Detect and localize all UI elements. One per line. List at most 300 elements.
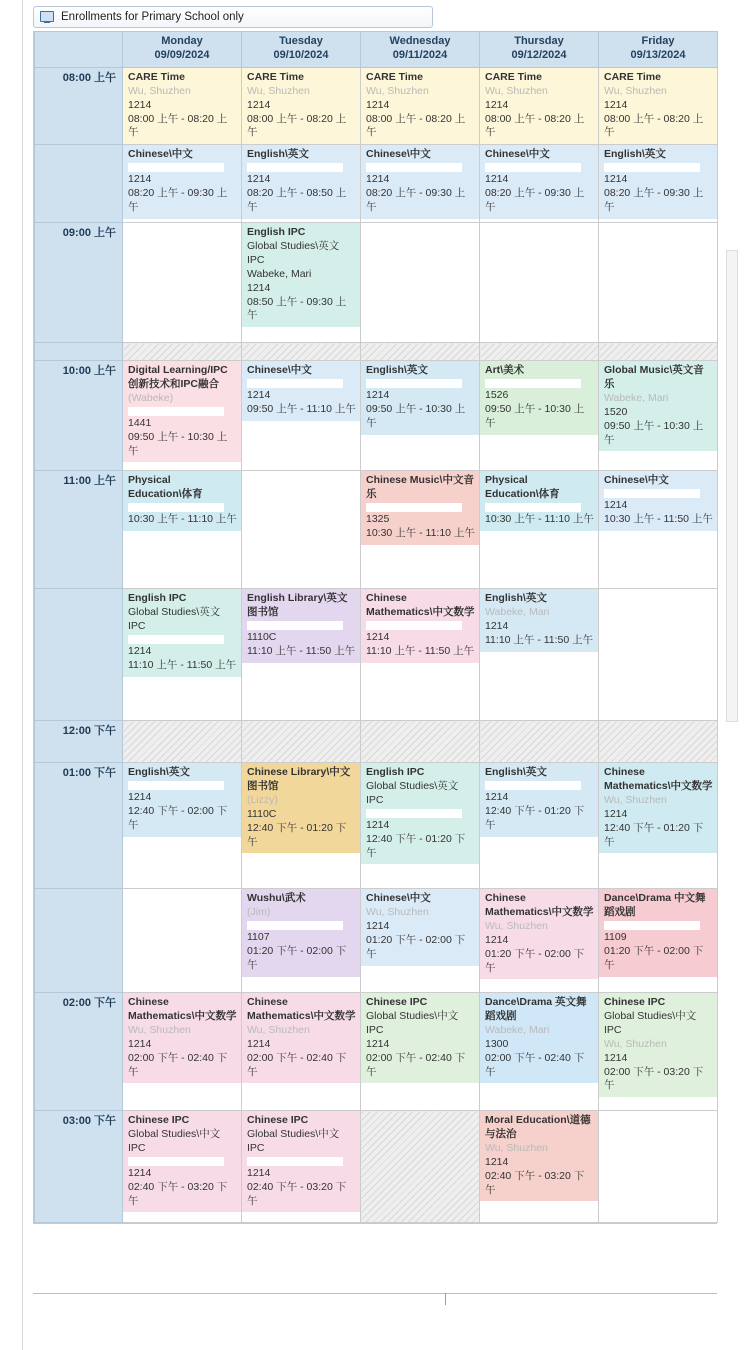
- event-time-range: 12:40 下午 - 01:20 下午: [366, 832, 466, 859]
- event-title: Physical Education\体育: [128, 474, 203, 501]
- calendar-event[interactable]: [361, 589, 479, 662]
- event-time-range: 08:00 上午 - 08:20 上午: [604, 112, 704, 139]
- event-time-range: 08:50 上午 - 09:30 上午: [247, 295, 347, 322]
- event-time-range: 08:00 上午 - 08:20 上午: [128, 112, 228, 139]
- event-redacted-teacher: [247, 1157, 343, 1166]
- calendar-event[interactable]: [123, 993, 241, 1083]
- calendar-event[interactable]: [480, 145, 598, 218]
- event-room: 1526: [485, 389, 509, 402]
- calendar-slot-empty: [599, 1111, 718, 1223]
- time-label: 11:00 上午: [35, 471, 123, 589]
- calendar-event-cell[interactable]: [242, 223, 361, 343]
- day-header-date: 09/09/2024: [154, 49, 210, 61]
- event-time-range: 12:40 下午 - 01:20 下午: [247, 821, 347, 848]
- event-teacher-faded: Wu, Shuzhen: [604, 1037, 667, 1050]
- event-time-range: 10:30 上午 - 11:50 上午: [604, 513, 713, 526]
- event-teacher-faded: Wu, Shuzhen: [247, 1024, 310, 1037]
- weekly-calendar: [33, 31, 717, 1224]
- event-room: 1110C: [247, 807, 277, 820]
- calendar-slot-empty: [123, 223, 242, 343]
- event-time-range: 09:50 上午 - 10:30 上午: [604, 419, 704, 446]
- day-header-monday: [123, 32, 242, 68]
- event-title: Chinese IPC: [604, 996, 666, 1009]
- event-redacted-teacher: [366, 379, 462, 388]
- calendar-event[interactable]: [123, 589, 241, 676]
- event-title: CARE Time: [604, 71, 661, 83]
- calendar-event-cell[interactable]: [480, 993, 599, 1111]
- event-redacted-teacher: [247, 921, 343, 930]
- event-room: 1214: [366, 389, 390, 402]
- event-room: 1214: [366, 631, 390, 644]
- event-time-range: 09:50 上午 - 11:10 上午: [247, 403, 356, 416]
- event-redacted-teacher: [247, 163, 343, 172]
- calendar-event[interactable]: [599, 993, 717, 1097]
- time-label: 08:00 上午: [35, 68, 123, 145]
- calendar-event[interactable]: [242, 68, 360, 144]
- calendar-row: [35, 343, 718, 361]
- calendar-event-cell[interactable]: [599, 763, 718, 889]
- calendar-row: [35, 361, 718, 471]
- event-title: English\英文: [485, 592, 547, 605]
- calendar-event[interactable]: [361, 471, 479, 544]
- event-redacted-teacher: [604, 921, 700, 930]
- calendar-event[interactable]: [480, 763, 598, 836]
- event-title: Chinese Mathematics\中文数学: [247, 996, 356, 1023]
- event-time-range: 08:00 上午 - 08:20 上午: [485, 112, 585, 139]
- event-teacher-faded: Wu, Shuzhen: [604, 84, 667, 97]
- event-subtitle: Global Studies\中文 IPC: [366, 1010, 459, 1037]
- event-title: Dance\Drama 英文舞蹈戏剧: [485, 996, 587, 1023]
- calendar-event[interactable]: [242, 145, 360, 218]
- calendar-row: [35, 471, 718, 589]
- event-title: CARE Time: [247, 71, 304, 83]
- calendar-event-cell[interactable]: [361, 68, 480, 145]
- event-time-range: 02:40 下午 - 03:20 下午: [247, 1180, 347, 1207]
- event-room: 1214: [604, 499, 628, 512]
- event-time-range: 01:20 下午 - 02:00 下午: [604, 944, 704, 971]
- calendar-slot-empty: [123, 889, 242, 993]
- event-teacher-faded: Wu, Shuzhen: [128, 84, 191, 97]
- calendar-slot-blocked: [480, 343, 599, 361]
- calendar-event[interactable]: [361, 993, 479, 1083]
- calendar-event[interactable]: [242, 223, 360, 327]
- event-title: Chinese Mathematics\中文数学: [485, 892, 594, 919]
- event-redacted-teacher: [485, 163, 581, 172]
- event-room: 1214: [485, 173, 509, 186]
- calendar-event-cell[interactable]: [361, 145, 480, 223]
- calendar-event[interactable]: [242, 361, 360, 421]
- event-teacher-faded: Wu, Shuzhen: [247, 84, 310, 97]
- calendar-event-cell[interactable]: [480, 145, 599, 223]
- calendar-grid: [34, 31, 718, 1223]
- event-title: Chinese\中文: [366, 892, 431, 905]
- calendar-event[interactable]: [242, 1111, 360, 1212]
- event-title: English\英文: [247, 148, 309, 161]
- event-time-range: 08:20 上午 - 09:30 上午: [485, 187, 585, 213]
- event-redacted-teacher: [485, 781, 581, 790]
- calendar-event[interactable]: [599, 889, 717, 976]
- calendar-header-row: [35, 32, 718, 68]
- event-room: 1107: [247, 931, 270, 944]
- day-header-date: 09/13/2024: [630, 49, 686, 61]
- calendar-event[interactable]: [361, 889, 479, 965]
- event-redacted-teacher: [366, 503, 462, 512]
- calendar-event-cell[interactable]: [242, 361, 361, 471]
- calendar-event[interactable]: [480, 471, 598, 531]
- event-time-range: 02:00 下午 - 02:40 下午: [485, 1051, 585, 1078]
- event-teacher-faded: Wu, Shuzhen: [128, 1024, 191, 1037]
- event-title: Chinese\中文: [247, 364, 312, 377]
- event-time-range: 10:30 上午 - 11:10 上午: [485, 513, 594, 526]
- time-label: 02:00 下午: [35, 993, 123, 1111]
- event-time-range: 10:30 上午 - 11:10 上午: [366, 526, 475, 539]
- event-room: 1214: [604, 807, 628, 820]
- event-title: Chinese\中文: [128, 148, 193, 161]
- time-label-blank: [35, 145, 123, 223]
- calendar-row: [35, 589, 718, 721]
- event-room: 1214: [485, 1155, 509, 1168]
- monitor-icon: [40, 11, 54, 23]
- day-header-date: 09/12/2024: [511, 49, 567, 61]
- calendar-event[interactable]: [123, 763, 241, 836]
- event-title: Chinese\中文: [485, 148, 550, 161]
- calendar-event-cell[interactable]: [480, 68, 599, 145]
- calendar-slot-blocked: [599, 721, 718, 763]
- event-redacted-teacher: [128, 407, 224, 416]
- event-time-range: 08:20 上午 - 09:30 上午: [366, 187, 466, 213]
- event-title: English\英文: [604, 148, 666, 161]
- calendar-event-cell[interactable]: [361, 361, 480, 471]
- calendar-event-cell[interactable]: [123, 145, 242, 223]
- event-room: 1300: [485, 1037, 509, 1050]
- event-teacher-faded: Wabeke, Mari: [485, 1024, 550, 1037]
- calendar-event-cell[interactable]: [242, 889, 361, 993]
- event-room: 1214: [366, 818, 390, 831]
- event-teacher-faded: (Wabeke): [128, 392, 174, 405]
- calendar-slot-empty: [480, 223, 599, 343]
- calendar-event-cell[interactable]: [361, 993, 480, 1111]
- event-room: 1214: [247, 1166, 271, 1179]
- calendar-event[interactable]: [123, 68, 241, 144]
- calendar-event-cell[interactable]: [599, 889, 718, 993]
- event-title: CARE Time: [366, 71, 423, 83]
- event-teacher-faded: Wu, Shuzhen: [366, 84, 429, 97]
- calendar-event-cell[interactable]: [361, 471, 480, 589]
- event-time-range: 02:00 下午 - 02:40 下午: [366, 1051, 466, 1078]
- calendar-event[interactable]: [599, 361, 717, 451]
- calendar-event-cell[interactable]: [599, 68, 718, 145]
- event-time-range: 08:20 上午 - 08:50 上午: [247, 187, 347, 213]
- calendar-slot-blocked: [123, 721, 242, 763]
- event-time-range: 11:10 上午 - 11:50 上午: [485, 633, 594, 646]
- event-time-range: 02:40 下午 - 03:20 下午: [485, 1169, 585, 1196]
- event-title: English IPC: [128, 592, 187, 605]
- calendar-slot-blocked: [123, 343, 242, 361]
- event-time-range: 11:10 上午 - 11:50 上午: [128, 658, 237, 671]
- event-teacher-faded: Wabeke, Mari: [485, 606, 550, 619]
- event-time-range: 01:20 下午 - 02:00 下午: [366, 933, 466, 960]
- calendar-slot-blocked: [242, 721, 361, 763]
- event-title: Chinese Mathematics\中文数学: [128, 996, 237, 1023]
- calendar-event[interactable]: [361, 145, 479, 218]
- event-room: 1214: [604, 1051, 628, 1064]
- day-header-day: Thursday: [514, 35, 564, 48]
- event-title: Moral Education\道德与法治: [485, 1114, 591, 1141]
- event-time-range: 01:20 下午 - 02:00 下午: [247, 944, 347, 971]
- event-subtitle: Global Studies\英文 IPC: [128, 606, 221, 633]
- event-room: 1214: [604, 98, 628, 111]
- event-title: CARE Time: [485, 71, 542, 83]
- day-header-day: Tuesday: [279, 35, 323, 48]
- calendar-row: [35, 763, 718, 889]
- calendar-event-cell[interactable]: [599, 361, 718, 471]
- calendar-row: [35, 1111, 718, 1223]
- calendar-event-cell[interactable]: [123, 763, 242, 889]
- day-header-friday: [599, 32, 718, 68]
- event-time-range: 02:00 下午 - 03:20 下午: [604, 1065, 704, 1092]
- calendar-event-cell[interactable]: [599, 993, 718, 1111]
- calendar-event[interactable]: [242, 763, 360, 853]
- time-label: 12:00 下午: [35, 721, 123, 763]
- event-room: 1214: [485, 620, 509, 633]
- event-room: 1214: [128, 644, 152, 657]
- left-rule: [22, 0, 23, 1350]
- event-time-range: 12:40 下午 - 01:20 下午: [604, 821, 704, 848]
- calendar-row: [35, 889, 718, 993]
- event-subtitle: Global Studies\中文 IPC: [247, 1128, 340, 1155]
- event-redacted-teacher: [128, 503, 224, 512]
- calendar-event[interactable]: [242, 993, 360, 1083]
- event-teacher-faded: Wu, Shuzhen: [485, 1142, 548, 1155]
- time-label-blank: [35, 343, 123, 361]
- day-header-day: Friday: [641, 35, 675, 48]
- calendar-event[interactable]: [123, 145, 241, 218]
- calendar-event-cell[interactable]: [123, 589, 242, 721]
- event-time-range: 08:20 上午 - 09:30 上午: [604, 187, 704, 213]
- enrollment-filter-bar[interactable]: [33, 6, 433, 28]
- day-header-day: Monday: [161, 35, 203, 48]
- event-title: Physical Education\体育: [485, 474, 560, 501]
- day-header-tuesday: [242, 32, 361, 68]
- event-title: Chinese\中文: [366, 148, 431, 161]
- calendar-event-cell[interactable]: [480, 361, 599, 471]
- event-teacher-faded: Wu, Shuzhen: [366, 906, 429, 919]
- event-room: 1214: [128, 1037, 152, 1050]
- event-room: 1214: [247, 389, 271, 402]
- event-time-range: 02:00 下午 - 02:40 下午: [247, 1051, 347, 1078]
- event-subtitle: Global Studies\中文 IPC: [128, 1128, 221, 1155]
- event-teacher-faded: Wu, Shuzhen: [485, 920, 548, 933]
- calendar-event-cell[interactable]: [123, 1111, 242, 1223]
- calendar-row: [35, 993, 718, 1111]
- event-teacher-faded: (Jim): [247, 906, 271, 919]
- event-title: English IPC: [247, 226, 306, 239]
- event-title: CARE Time: [128, 71, 185, 83]
- calendar-event[interactable]: [361, 361, 479, 434]
- event-room: 1110C: [247, 631, 277, 644]
- calendar-event[interactable]: [480, 361, 598, 434]
- event-room: 1214: [128, 173, 152, 186]
- event-room: 1214: [485, 933, 509, 946]
- day-header-date: 09/11/2024: [392, 49, 448, 61]
- event-time-range: 10:30 上午 - 11:10 上午: [128, 513, 237, 526]
- calendar-row: [35, 68, 718, 145]
- event-time-range: 09:50 上午 - 10:30 上午: [128, 430, 228, 457]
- event-time-range: 02:00 下午 - 02:40 下午: [128, 1051, 228, 1078]
- calendar-event-cell[interactable]: [123, 471, 242, 589]
- event-room: 1441: [128, 416, 152, 429]
- event-room: 1214: [366, 920, 390, 933]
- event-time-range: 01:20 下午 - 02:00 下午: [485, 947, 585, 974]
- event-redacted-teacher: [366, 163, 462, 172]
- event-title: Chinese Mathematics\中文数学: [604, 766, 713, 793]
- calendar-event[interactable]: [480, 889, 598, 979]
- calendar-slot-empty: [599, 589, 718, 721]
- time-label: 03:00 下午: [35, 1111, 123, 1223]
- day-header-day: Wednesday: [389, 35, 451, 48]
- event-time-range: 11:10 上午 - 11:50 上午: [247, 644, 356, 657]
- calendar-event-cell[interactable]: [242, 145, 361, 223]
- event-room: 1214: [366, 1037, 390, 1050]
- event-subtitle: Global Studies\英文 IPC: [247, 240, 340, 267]
- calendar-event-cell[interactable]: [599, 471, 718, 589]
- calendar-slot-blocked: [242, 343, 361, 361]
- time-label-blank: [35, 889, 123, 993]
- event-redacted-teacher: [247, 379, 343, 388]
- calendar-event-cell[interactable]: [123, 361, 242, 471]
- event-room: 1214: [604, 173, 628, 186]
- event-subtitle: Global Studies\中文 IPC: [604, 1010, 697, 1037]
- event-redacted-teacher: [128, 781, 224, 790]
- event-room: 1325: [366, 513, 390, 526]
- calendar-slot-blocked: [599, 343, 718, 361]
- event-redacted-teacher: [128, 1157, 224, 1166]
- calendar-event-cell[interactable]: [480, 763, 599, 889]
- calendar-event-cell[interactable]: [242, 1111, 361, 1223]
- event-room: 1214: [247, 98, 271, 111]
- calendar-event[interactable]: [361, 68, 479, 144]
- calendar-event-cell[interactable]: [480, 589, 599, 721]
- calendar-event[interactable]: [480, 68, 598, 144]
- event-room: 1214: [128, 1166, 152, 1179]
- calendar-event-cell[interactable]: [242, 993, 361, 1111]
- calendar-event[interactable]: [361, 763, 479, 864]
- event-time-range: 11:10 上午 - 11:50 上午: [366, 644, 475, 657]
- calendar-event[interactable]: [480, 589, 598, 651]
- event-redacted-teacher: [485, 379, 581, 388]
- time-label: 10:00 上午: [35, 361, 123, 471]
- calendar-slot-blocked: [361, 1111, 480, 1223]
- calendar-slot-blocked: [361, 343, 480, 361]
- event-title: English IPC: [366, 766, 425, 779]
- event-room: 1214: [128, 98, 152, 111]
- event-title: English\英文: [485, 766, 547, 779]
- calendar-event[interactable]: [480, 993, 598, 1083]
- enrollment-filter-label: Enrollments for Primary School only: [61, 11, 244, 23]
- calendar-event[interactable]: [123, 1111, 241, 1212]
- event-redacted-teacher: [604, 489, 700, 498]
- event-redacted-teacher: [128, 635, 224, 644]
- calendar-body: [35, 68, 718, 1223]
- calendar-slot-empty: [599, 223, 718, 343]
- event-time-range: 08:20 上午 - 09:30 上午: [128, 187, 228, 213]
- event-title: Wushu\武术: [247, 892, 306, 905]
- event-title: Chinese Music\中文音乐: [366, 474, 474, 501]
- event-room: 1520: [604, 405, 628, 418]
- event-title: Chinese Mathematics\中文数学: [366, 592, 475, 619]
- event-redacted-teacher: [485, 503, 581, 512]
- event-teacher-faded: Wabeke, Mari: [604, 392, 669, 405]
- event-title: English Library\英文图书馆: [247, 592, 348, 619]
- event-time-range: 09:50 上午 - 10:30 上午: [485, 403, 585, 429]
- event-room: 1214: [485, 98, 509, 111]
- calendar-row: [35, 223, 718, 343]
- day-header-wednesday: [361, 32, 480, 68]
- vertical-scrollbar[interactable]: [726, 250, 738, 722]
- calendar-event-cell[interactable]: [242, 763, 361, 889]
- event-title: Chinese IPC: [366, 996, 428, 1009]
- time-label: 09:00 上午: [35, 223, 123, 343]
- calendar-event[interactable]: [599, 145, 717, 218]
- bottom-rule: [33, 1293, 717, 1294]
- calendar-event[interactable]: [242, 889, 360, 976]
- event-time-range: 08:00 上午 - 08:20 上午: [366, 112, 466, 139]
- calendar-event-cell[interactable]: [480, 889, 599, 993]
- event-title: Chinese IPC: [247, 1114, 309, 1127]
- calendar-slot-blocked: [480, 721, 599, 763]
- event-room: 1109: [604, 931, 627, 944]
- event-room: 1214: [247, 173, 271, 186]
- calendar-event-cell[interactable]: [242, 68, 361, 145]
- event-teacher-faded: Wu, Shuzhen: [485, 84, 548, 97]
- event-room: 1214: [485, 791, 509, 804]
- calendar-event-cell[interactable]: [361, 889, 480, 993]
- event-time-range: 12:40 下午 - 01:20 下午: [485, 805, 585, 831]
- event-redacted-teacher: [128, 163, 224, 172]
- event-time-range: 08:00 上午 - 08:20 上午: [247, 112, 347, 139]
- calendar-slot-empty: [242, 471, 361, 589]
- calendar-event-cell[interactable]: [599, 145, 718, 223]
- calendar-event-cell[interactable]: [480, 471, 599, 589]
- event-time-range: 12:40 下午 - 02:00 下午: [128, 805, 228, 831]
- calendar-event-cell[interactable]: [123, 68, 242, 145]
- event-teacher-faded: (Lizzy): [247, 794, 278, 807]
- event-redacted-teacher: [366, 809, 462, 818]
- calendar-event[interactable]: [480, 1111, 598, 1201]
- event-room: 1214: [366, 173, 390, 186]
- calendar-event-cell[interactable]: [361, 589, 480, 721]
- calendar-event-cell[interactable]: [361, 763, 480, 889]
- calendar-event-cell[interactable]: [242, 589, 361, 721]
- calendar-event-cell[interactable]: [480, 1111, 599, 1223]
- calendar-event[interactable]: [599, 68, 717, 144]
- calendar-event[interactable]: [599, 471, 717, 531]
- event-title: Chinese Library\中文图书馆: [247, 766, 351, 793]
- event-time-range: 02:40 下午 - 03:20 下午: [128, 1180, 228, 1207]
- event-title: English\英文: [366, 364, 428, 377]
- calendar-event[interactable]: [123, 361, 241, 462]
- calendar-event-cell[interactable]: [123, 993, 242, 1111]
- event-title: English\英文: [128, 766, 190, 779]
- calendar-event[interactable]: [123, 471, 241, 531]
- event-redacted-teacher: [247, 621, 343, 630]
- event-title: Chinese IPC: [128, 1114, 190, 1127]
- calendar-event[interactable]: [242, 589, 360, 662]
- calendar-event[interactable]: [599, 763, 717, 853]
- event-title: Art\美术: [485, 364, 525, 377]
- time-label: 01:00 下午: [35, 763, 123, 889]
- event-teacher: Wabeke, Mari: [247, 267, 312, 280]
